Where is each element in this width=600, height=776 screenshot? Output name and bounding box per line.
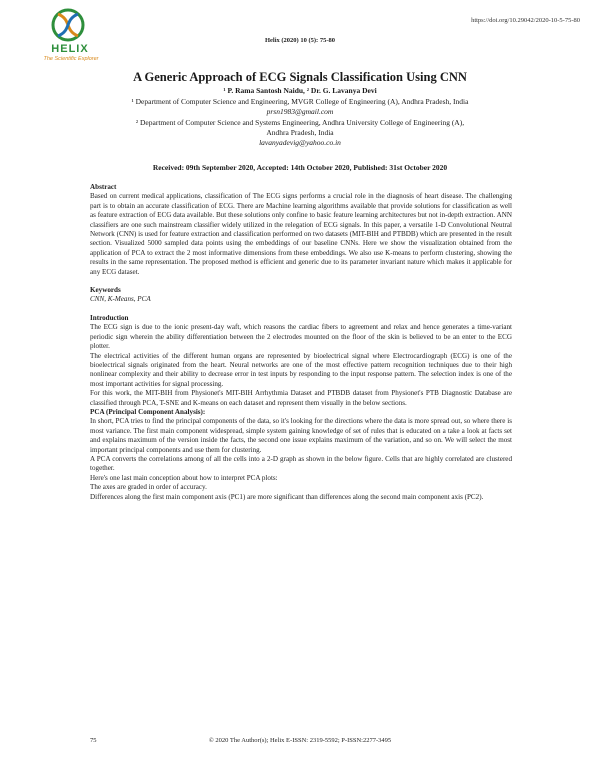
logo-wordmark: HELIX — [51, 43, 89, 55]
footer-copyright: © 2020 The Author(s); Helix E-ISSN: 2319-5592; P-ISSN:2277-3495 — [208, 737, 392, 744]
abstract-text: Based on current medical applications, classification of The ECG signs performs a crucial role in the diagnosis of heart disease. The challenging part is to obtain an accurate classification of ECG. There are Machine learning algorithms available that provide solutions for classification as well as feature extraction of ECG data available. But these solutions only confine to basic feature learning architectures but not in-depth extraction. ANN classifiers are one such mainstream classifier widely utilized in the relegation of ECG signals. In this paper, a versatile 1-D Convolutional Neutral Network (CNN) is used for feature extraction and classification performed on two datasets (MIT-BIH and PTBDB) which are presented in the result section. Visualized 5000 sampled data points using the embeddings of our baseline CNNs. Here we show the visualization obtained from the application of PCA to extract the 2 most informative dimensions from these embeddings. We also use K-means to perform clustering, showing the results in the same representation. The proposed method is efficient and generic due to its parameter invariant nature which makes it applicable for any ECG dataset. — [90, 192, 512, 276]
keywords-heading: Keywords — [90, 286, 121, 295]
introduction-heading: Introduction — [90, 313, 129, 322]
affiliation-2b: Andhra Pradesh, India — [266, 128, 334, 137]
pca-heading: PCA (Principal Component Analysis): — [90, 407, 206, 416]
pca-paragraph-4: The axes are graded in order of accuracy. — [90, 483, 207, 492]
pca-paragraph-1: In short, PCA tries to find the principal components of the data, so it's looking for the directions where the data is more spread out, so where there is most variance. The first main component widespread, simple system gaining knowledge of set of rules that is educated on a take a look at facts set and explains maximum of the version inside the facts, the second one issue explains maximum of the variation, and so on. We will select the most important principal components and use them for clustering. — [90, 417, 512, 454]
introduction-paragraph-2: The electrical activities of the different human organs are represented by bioelectrical signal where Electrocardiograph (ECG) is one of the bioelectrical signals originated from the heart. Neural networks are one of the most effective pattern recognition techniques due to their high nonlinear complexity and their ability to decrease error in test inputs by responding to the input response pattern. The selection index is one of the most important activities for signal processing. — [90, 351, 512, 388]
paper-title: A Generic Approach of ECG Signals Classification Using CNN — [133, 70, 467, 84]
pca-paragraph-2: A PCA converts the correlations among of all the cells into a 2-D graph as shown in the below figure. Cells that are highly correlated are clustered together. — [90, 454, 512, 473]
email-1[interactable]: prsn1983@gmail.com — [266, 107, 334, 116]
email-2[interactable]: lavanyadevig@yahoo.co.in — [259, 138, 341, 147]
main-body — [90, 183, 512, 502]
page-number: 75 — [90, 737, 97, 744]
publication-dates: Received: 09th September 2020, Accepted: 14th October 2020, Published: 31st October 2020 — [152, 163, 448, 172]
introduction-paragraph-3: For this work, the MIT-BIH from Physionet's MIT-BIH Arrhythmia Dataset and PTBDB dataset from Physionet's PTB Diagnostic Database are classified through PCA, T-SNE and K-means on each dataset and represent them visually in the below sections. — [90, 389, 512, 407]
introduction-paragraph-1: The ECG sign is due to the ionic present-day waft, which reasons the cardiac fibers to agreement and relax and hence generates a time-variant periodic sign wherein the ability differentiation between the 2 electrodes mounted on the floor of the skin is believed to be an enter to the ECG plotter. — [90, 323, 512, 351]
affiliation-1: ¹ Department of Computer Science and Engineering, MVGR College of Engineering (A), Andhra Pradesh, India — [131, 97, 469, 106]
pca-paragraph-5: Differences along the first main component axis (PC1) are more significant than differences along the second main component axis (PC2). — [90, 492, 484, 501]
journal-citation: Helix (2020) 10 (5): 75-80 — [264, 37, 336, 44]
affiliation-2a: ² Department of Computer Science and Systems Engineering, Andhra University College of Engineering (A), — [135, 118, 465, 127]
doi-link[interactable]: https://doi.org/10.29042/2020-10-5-75-80 — [471, 17, 580, 24]
logo-tagline: The Scientific Explorer — [43, 56, 99, 62]
journal-logo — [26, 6, 116, 66]
pca-paragraph-3: Here's one last main conception about how to interpret PCA plots: — [90, 473, 278, 482]
keywords-text: CNN, K-Means, PCA — [90, 295, 151, 304]
author-list: ¹ P. Rama Santosh Naidu, ² Dr. G. Lavanya Devi — [223, 86, 377, 95]
abstract-heading: Abstract — [90, 183, 117, 191]
